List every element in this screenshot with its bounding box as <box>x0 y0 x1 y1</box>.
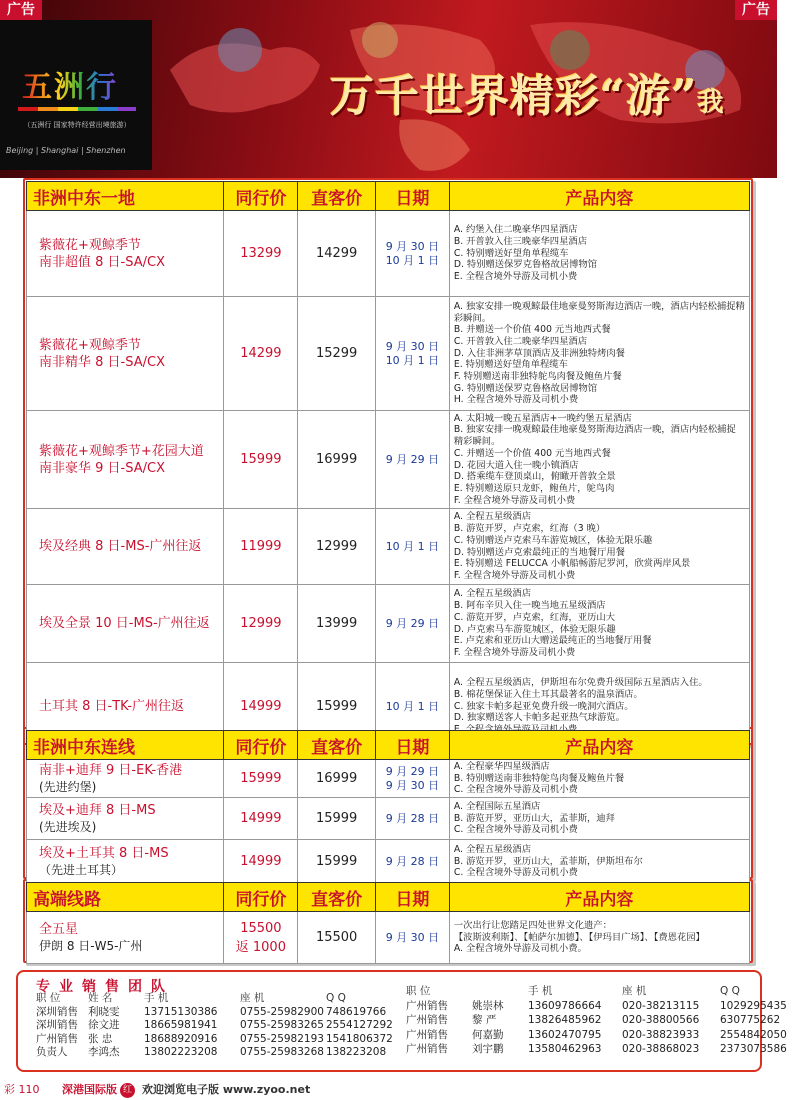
col-direct-price: 直客价 <box>298 731 376 759</box>
product-content-cell <box>450 297 749 410</box>
table-row <box>26 585 750 663</box>
route-name: 紫薇花+观鲸季节 <box>39 237 141 253</box>
brand-logo: 五洲行 <box>22 62 118 106</box>
team-field: 13826485962 <box>528 1014 602 1026</box>
product-content-cell <box>450 211 749 296</box>
direct-price: 16999 <box>315 771 358 786</box>
product-item: E. 特别赠送 FELUCCA 小帆船畅游尼罗河，欣赏两岸风景 <box>453 558 691 570</box>
route-subtitle: (先进埃及) <box>39 819 97 834</box>
route-name: 埃及+土耳其 8 日-MS <box>39 845 169 861</box>
peer-price: 11999 <box>240 539 282 554</box>
direct-price-cell <box>298 411 376 508</box>
product-item: C. 游览开罗，卢克索，红海，亚历山大 <box>453 611 615 623</box>
direct-price: 14299 <box>315 246 358 261</box>
team-field: 0755-25982900 <box>240 1005 324 1018</box>
team-field: 深圳销售 <box>36 1019 78 1031</box>
team-field: 广州销售 <box>406 1043 448 1055</box>
team-field: 138223208 <box>326 1046 387 1058</box>
col-content: 产品内容 <box>565 889 634 910</box>
peer-price-cell <box>224 211 298 296</box>
direct-price: 12999 <box>315 539 358 554</box>
section-premium-routes <box>26 882 750 964</box>
product-item: D. 独家赠送客人卡帕多起亚热气球游览。 <box>453 712 625 724</box>
peer-price: 14299 <box>240 346 282 361</box>
product-item: B. 游览开罗，亚历山大，孟菲斯，伊斯坦布尔 <box>453 855 643 867</box>
col-date: 日期 <box>376 731 450 759</box>
sales-team-title: 专业销售团队 <box>36 979 174 995</box>
route-subtitle: 南非超值 8 日-SA/CX <box>39 254 165 270</box>
team-field: 徐文进 <box>88 1019 120 1031</box>
sales-team-left <box>36 992 406 1060</box>
team-member-row <box>406 1042 800 1057</box>
col-date: 日期 <box>376 182 450 210</box>
team-field: 1541806372 <box>326 1032 393 1045</box>
ad-label-left: 广告 <box>0 0 42 20</box>
route-name: 紫薇花+观鲸季节 <box>39 337 141 353</box>
departure-date: 9 月 30 日 <box>385 778 440 792</box>
departure-date: 9 月 29 日 <box>385 764 440 778</box>
peer-price-cell <box>224 760 298 797</box>
route-subtitle: 伊朗 8 日-W5-广州 <box>39 938 143 953</box>
route-name-cell <box>27 211 224 296</box>
route-name-cell <box>27 509 224 584</box>
product-item: A. 约堡入住二晚豪华四星酒店 <box>453 224 578 236</box>
product-content-cell <box>450 912 749 963</box>
team-column-header: 座 机 <box>240 992 265 1004</box>
peer-price-cell <box>224 297 298 410</box>
product-item: F. 全程含境外导游及司机小费 <box>453 569 576 581</box>
col-peer-price: 同行价 <box>224 182 298 210</box>
product-item: D. 花园大道入住一晚小镇酒店 <box>453 459 579 471</box>
route-name: 南非+迪拜 9 日-EK-香港 <box>39 762 183 778</box>
direct-price-cell <box>298 211 376 296</box>
direct-price-cell <box>298 840 376 883</box>
direct-price: 15999 <box>315 699 358 714</box>
date-cell <box>376 297 450 410</box>
departure-date: 9 月 29 日 <box>385 452 440 466</box>
col-content: 产品内容 <box>565 188 634 209</box>
section-header <box>26 730 750 760</box>
team-field: 广州销售 <box>406 999 448 1012</box>
date-cell <box>376 411 450 508</box>
route-name-cell <box>27 297 224 410</box>
route-subtitle: （先进土耳其） <box>39 862 124 877</box>
product-item: B. 游览开罗，亚历山大，孟菲斯，迪拜 <box>453 812 615 824</box>
product-content-cell <box>450 760 749 797</box>
team-member-row <box>406 1028 800 1043</box>
product-item: D. 特别赠送保罗克鲁格故居博物馆 <box>453 259 598 271</box>
page-footer <box>0 1080 777 1100</box>
team-field: 020-38213115 <box>622 999 700 1012</box>
slogan-part-a: 万千世界精彩 <box>330 71 600 122</box>
product-item: A. 全程五星级酒店，伊斯坦布尔免费升级国际五星酒店入住。 <box>453 677 708 689</box>
direct-price: 15299 <box>315 346 358 361</box>
team-field: 0755-25982193 <box>240 1032 324 1045</box>
brand-logo-panel <box>0 20 152 170</box>
product-item: E. 全程含境外导游及司机小费 <box>453 271 578 283</box>
table-row <box>26 840 750 884</box>
section-title: 非洲中东连线 <box>27 731 224 759</box>
team-column-header: 手 机 <box>528 985 553 997</box>
direct-price: 13999 <box>315 616 358 631</box>
team-field: 020-38868023 <box>622 1043 700 1055</box>
team-field: 18688920916 <box>144 1032 218 1045</box>
ad-label-right: 广告 <box>735 0 777 20</box>
peer-price: 15999 <box>240 771 282 786</box>
direct-price-cell <box>298 760 376 797</box>
peer-price-cell <box>224 585 298 662</box>
team-field: 负责人 <box>36 1046 68 1058</box>
product-item: E. 特别赠送原只龙虾，鲍鱼片，鸵鸟肉 <box>453 482 615 494</box>
product-item: C. 全程含境外导游及司机小费 <box>453 784 578 796</box>
product-item: C. 全程含境外导游及司机小费 <box>453 824 578 836</box>
team-column-header: 座 机 <box>622 985 647 997</box>
table-row <box>26 798 750 840</box>
direct-price-cell <box>298 798 376 839</box>
product-item: C. 特别赠送卢克索马车游览城区，体验无限乐趣 <box>453 534 653 546</box>
date-cell <box>376 211 450 296</box>
team-field: 0755-25983265 <box>240 1019 324 1031</box>
table-row <box>26 912 750 964</box>
team-field: 020-38800566 <box>622 1014 700 1026</box>
product-item: B. 特别赠送南非独特鸵鸟肉餐及鲍鱼片餐 <box>453 772 625 784</box>
col-direct-price: 直客价 <box>298 182 376 210</box>
route-name: 全五星 <box>39 921 79 937</box>
slogan-part-c: 我 <box>697 88 725 118</box>
product-item: B. 并赠送一个价值 400 元当地西式餐 <box>453 324 611 336</box>
direct-price-cell <box>298 585 376 662</box>
product-item: 【波斯波利斯】、【帕萨尔加德】、【伊玛目广场】、【费恩花园】 <box>453 931 705 943</box>
direct-price: 15999 <box>315 811 358 826</box>
team-column-header: 职 位 <box>36 992 61 1004</box>
col-date: 日期 <box>376 883 450 911</box>
date-cell <box>376 585 450 662</box>
product-item: D. 搭乘缆车登顶桌山，俯瞰开普敦全景 <box>453 471 616 483</box>
product-item: C. 并赠送一个价值 400 元当地西式餐 <box>453 447 611 459</box>
team-field: 姚崇林 <box>472 999 504 1012</box>
team-field: 13580462963 <box>528 1043 602 1055</box>
team-field: 广州销售 <box>406 1028 448 1041</box>
direct-price: 15500 <box>315 930 358 945</box>
product-item: G. 特别赠送保罗克鲁格故居博物馆 <box>453 382 598 394</box>
team-field: 020-38823933 <box>622 1028 700 1041</box>
departure-date: 10 月 1 日 <box>385 353 440 367</box>
peer-price-cell <box>224 411 298 508</box>
team-field: 张 忠 <box>88 1032 113 1045</box>
team-field: 13602470795 <box>528 1028 602 1041</box>
product-item: D. 入住非洲茅草顶酒店及非洲独特烤肉餐 <box>453 347 625 359</box>
banner-slogan <box>330 60 725 124</box>
section-africa-middle-east-combo <box>26 730 750 884</box>
direct-price-cell <box>298 297 376 410</box>
product-item: F. 全程含境外导游及司机小费 <box>453 646 576 658</box>
team-column-header: 职 位 <box>406 985 431 997</box>
product-item: D. 卢克索马车游览城区，体验无限乐趣 <box>453 623 616 635</box>
product-item: A. 全程国际五星酒店 <box>453 800 541 812</box>
peer-price: 14999 <box>240 699 282 714</box>
team-column-header: 手 机 <box>144 992 169 1004</box>
product-item: F. 全程含境外导游及司机小费 <box>453 494 576 506</box>
departure-date: 9 月 30 日 <box>385 239 440 253</box>
departure-date: 9 月 28 日 <box>385 854 440 868</box>
date-cell <box>376 840 450 883</box>
table-row <box>26 211 750 297</box>
team-column-header: Q Q <box>720 985 740 997</box>
product-item: A. 全程五星级酒店 <box>453 588 532 600</box>
product-item: B. 棉花堡保证入住土耳其最著名的温泉酒店。 <box>453 688 643 700</box>
product-item: C. 独家卡帕多起亚免费升级一晚洞穴酒店。 <box>453 700 634 712</box>
header-banner <box>0 0 777 178</box>
departure-date: 9 月 30 日 <box>385 339 440 353</box>
product-item: C. 开普敦入住二晚豪华四星酒店 <box>453 335 588 347</box>
col-peer-price: 同行价 <box>224 731 298 759</box>
product-item: D. 特别赠送卢克索最纯正的当地餐厅用餐 <box>453 546 625 558</box>
team-member-row <box>406 999 800 1014</box>
product-item: E. 特别赠送好望角单程缆车 <box>453 359 568 371</box>
product-content-cell <box>450 840 749 883</box>
team-header-row <box>406 984 800 999</box>
team-column-header: Q Q <box>326 992 346 1004</box>
departure-date: 9 月 30 日 <box>385 930 440 944</box>
peer-price: 14999 <box>240 811 282 826</box>
route-subtitle: 南非精华 8 日-SA/CX <box>39 354 165 370</box>
team-field: 13802223208 <box>144 1046 218 1058</box>
route-name-cell <box>27 912 224 963</box>
sales-team-box <box>16 970 787 1072</box>
team-field: 13715130386 <box>144 1005 218 1018</box>
team-member-row <box>406 1013 800 1028</box>
route-name: 埃及全景 10 日-MS-广州往返 <box>39 616 210 631</box>
peer-price-rebate: 返 1000 <box>235 939 286 955</box>
peer-price: 13299 <box>240 246 282 261</box>
team-field: 1029295435 <box>720 999 787 1012</box>
team-field: 刘宇鹏 <box>472 1043 504 1055</box>
brand-cities: Beijing | Shanghai | Shenzhen <box>6 146 126 155</box>
departure-date: 9 月 28 日 <box>385 811 440 825</box>
col-peer-price: 同行价 <box>224 883 298 911</box>
team-field: 2554842050 <box>720 1028 787 1041</box>
product-item: B. 游览开罗，卢克索，红海（3 晚） <box>453 523 606 535</box>
section-header <box>26 181 750 211</box>
date-cell <box>376 760 450 797</box>
team-field: 2373073586 <box>720 1043 787 1055</box>
product-item: A. 全程五星级酒店 <box>453 511 532 523</box>
route-name-cell <box>27 411 224 508</box>
section-title: 非洲中东一地 <box>27 182 224 210</box>
team-field: 13609786664 <box>528 999 602 1012</box>
direct-price-cell <box>298 912 376 963</box>
team-field: 630775262 <box>720 1014 781 1026</box>
team-field: 黎 严 <box>472 1014 497 1026</box>
departure-date: 9 月 29 日 <box>385 616 440 630</box>
date-cell <box>376 912 450 963</box>
product-content-cell <box>450 798 749 839</box>
peer-price: 15500 <box>240 920 282 936</box>
product-item: C. 特别赠送好望角单程缆车 <box>453 247 569 259</box>
team-field: 0755-25983268 <box>240 1046 324 1058</box>
peer-price-cell <box>224 840 298 883</box>
product-item: A. 独家安排一晚观鲸最佳地豪曼努斯海边酒店一晚，酒店内轻松捕捉精彩瞬间。 <box>453 300 745 324</box>
peer-price: 15999 <box>240 452 282 467</box>
table-row <box>26 760 750 798</box>
team-field: 利晓雯 <box>88 1005 120 1018</box>
section-title: 高端线路 <box>27 883 224 911</box>
route-name-cell <box>27 840 224 883</box>
product-item: A. 全程含境外导游及司机小费。 <box>453 943 587 955</box>
product-item: B. 阿布辛贝入住一晚当地五星级酒店 <box>453 600 606 612</box>
team-member-row <box>36 1033 406 1047</box>
website-link[interactable]: 欢迎浏览电子版 www.zyoo.net <box>142 1083 311 1096</box>
page-number: 彩 110 <box>4 1083 40 1096</box>
brand-tagline: （五洲行 国家特许经营出境旅游） <box>23 121 131 129</box>
route-name: 埃及经典 8 日-MS-广州往返 <box>39 539 202 554</box>
product-content-cell <box>450 585 749 662</box>
section-header <box>26 882 750 912</box>
route-name-cell <box>27 760 224 797</box>
product-item: A. 全程豪华四星级酒店 <box>453 760 550 772</box>
team-field: 广州销售 <box>36 1032 78 1045</box>
sales-team-right <box>406 984 800 1057</box>
team-field: 18665981941 <box>144 1019 218 1031</box>
section-africa-middle-east <box>26 181 750 751</box>
departure-date: 10 月 1 日 <box>385 699 440 713</box>
team-field: 深圳销售 <box>36 1005 78 1018</box>
route-name: 埃及+迪拜 8 日-MS <box>39 802 156 818</box>
team-field: 748619766 <box>326 1005 387 1018</box>
team-member-row <box>36 1006 406 1020</box>
product-item: B. 开普敦入住三晚豪华四星酒店 <box>453 235 587 247</box>
col-direct-price: 直客价 <box>298 883 376 911</box>
direct-price-cell <box>298 509 376 584</box>
team-member-row <box>36 1019 406 1033</box>
route-subtitle: (先进约堡) <box>39 779 97 794</box>
edition-label: 深港国际版 <box>62 1083 117 1096</box>
product-content-cell <box>450 411 749 508</box>
col-content: 产品内容 <box>565 737 634 758</box>
departure-date: 10 月 1 日 <box>385 253 440 267</box>
date-cell <box>376 509 450 584</box>
product-content-cell <box>450 509 749 584</box>
direct-price: 16999 <box>315 452 358 467</box>
peer-price-cell <box>224 798 298 839</box>
peer-price: 12999 <box>240 616 282 631</box>
team-field: 李鸿杰 <box>88 1046 120 1058</box>
product-item: F. 特别赠送南非独特鸵鸟肉餐及鲍鱼片餐 <box>453 371 622 383</box>
red-badge-icon: 红 <box>120 1083 135 1098</box>
product-item: C. 全程含境外导游及司机小费 <box>453 867 578 879</box>
team-member-row <box>36 1046 406 1060</box>
peer-price-cell <box>224 509 298 584</box>
product-item: H. 全程含境外导游及司机小费 <box>453 394 579 406</box>
route-subtitle: 南非豪华 9 日-SA/CX <box>39 460 165 476</box>
product-item: E. 卢克索和亚历山大赠送最纯正的当地餐厅用餐 <box>453 635 652 647</box>
peer-price: 14999 <box>240 854 282 869</box>
table-row <box>26 411 750 509</box>
team-column-header: 姓 名 <box>88 992 113 1004</box>
table-row <box>26 297 750 411</box>
route-name-cell <box>27 585 224 662</box>
product-item: 一次出行让您踏足四处世界文化遗产： <box>453 919 612 931</box>
team-column-header <box>472 984 528 999</box>
team-field: 广州销售 <box>406 1014 448 1026</box>
route-name: 紫薇花+观鲸季节+花园大道 <box>39 443 204 459</box>
team-field: 2554127292 <box>326 1019 393 1031</box>
route-name-cell <box>27 798 224 839</box>
direct-price: 15999 <box>315 854 358 869</box>
logo-swoosh-icon <box>18 106 136 112</box>
team-header-row <box>36 992 406 1006</box>
slogan-part-b: “游” <box>600 71 698 122</box>
product-item: A. 太阳城一晚五星酒店+一晚约堡五星酒店 <box>453 412 632 424</box>
product-item: B. 独家安排一晚观鲸最佳地豪曼努斯海边酒店一晚，酒店内轻松捕捉精彩瞬间。 <box>453 424 736 448</box>
table-row <box>26 509 750 585</box>
peer-price-cell <box>224 912 298 963</box>
team-field: 何嘉勤 <box>472 1028 504 1041</box>
departure-date: 10 月 1 日 <box>385 539 440 553</box>
route-name: 土耳其 8 日-TK-广州往返 <box>39 699 185 714</box>
product-item: A. 全程五星级酒店 <box>453 843 532 855</box>
date-cell <box>376 798 450 839</box>
